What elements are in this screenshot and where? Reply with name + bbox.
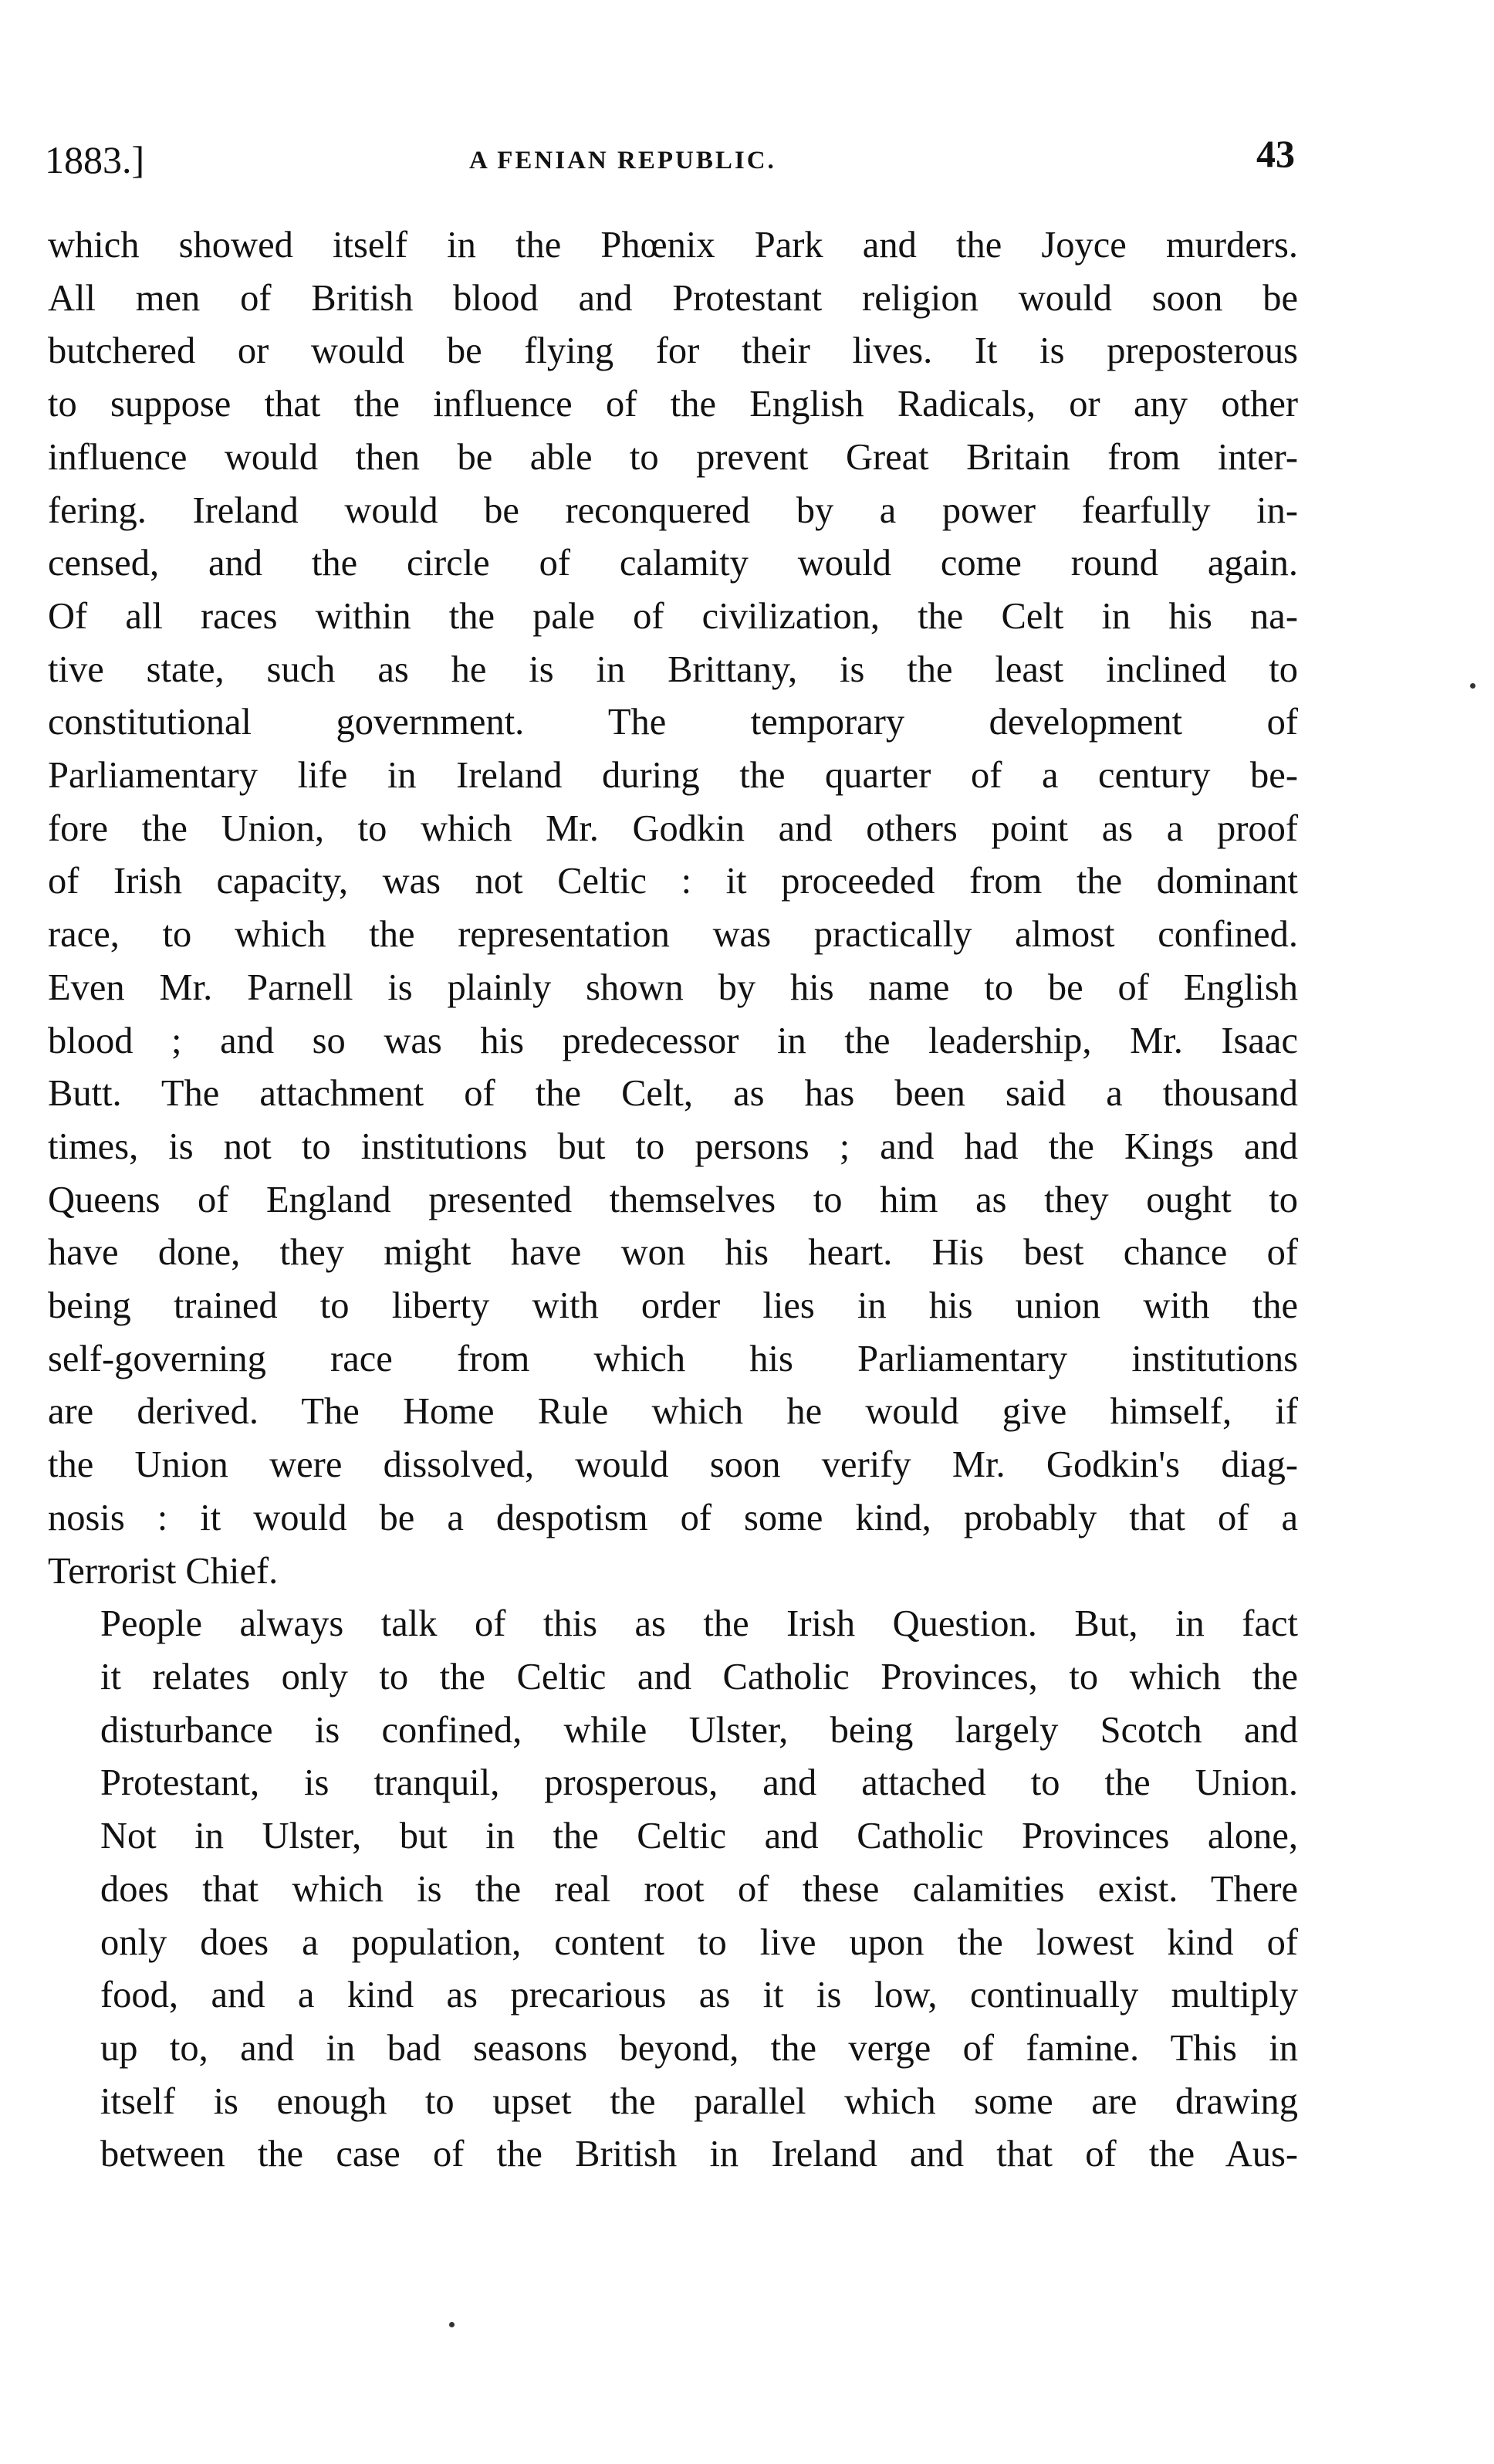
paragraph-1 (48, 219, 1298, 1598)
page-number: 43 (1256, 132, 1295, 175)
text-line: Butt. The attachment of the Celt, as has been said a thousand (48, 1073, 1298, 1115)
text-line: Protestant, is tranquil, prosperous, and attached to the Union. (100, 1762, 1298, 1804)
text-line: up to, and in bad seasons beyond, the verge of famine. This in (100, 2027, 1298, 2069)
text-line: censed, and the circle of calamity would come round again. (48, 543, 1298, 584)
print-speck (1470, 683, 1475, 689)
text-line: does that which is the real root of these calamities exist. There (100, 1868, 1298, 1910)
text-line: influence would then be able to prevent Great Britain from inter- (48, 436, 1298, 478)
running-head (45, 133, 1295, 187)
text-line: it relates only to the Celtic and Catholic Provinces, to which the (100, 1656, 1298, 1697)
text-line: times, is not to institutions but to persons ; and had the Kings and (48, 1125, 1298, 1167)
text-line: which showed itself in the Phœnix Park and the Joyce murders. (48, 225, 1298, 266)
text-line: butchered or would be flying for their lives. It is preposterous (48, 330, 1298, 372)
text-line: have done, they might have won his heart. His best chance of (48, 1232, 1298, 1274)
text-line: being trained to liberty with order lies in his union with the (48, 1285, 1298, 1327)
text-line: Even Mr. Parnell is plainly shown by his name to be of English (48, 966, 1298, 1008)
text-line: to suppose that the influence of the English Radicals, or any other (48, 384, 1298, 425)
text-line: fore the Union, to which Mr. Godkin and others point as a proof (48, 807, 1298, 849)
text-line: Not in Ulster, but in the Celtic and Catholic Provinces alone, (100, 1816, 1298, 1857)
text-line: Of all races within the pale of civilization, the Celt in his na- (48, 595, 1298, 637)
text-line: disturbance is confined, while Ulster, being largely Scotch and (100, 1709, 1298, 1751)
text-line: Queens of England presented themselves to him as they ought to (48, 1179, 1298, 1220)
text-line: tive state, such as he is in Brittany, is the least inclined to (48, 648, 1298, 690)
print-speck (449, 2322, 455, 2327)
text-line: only does a population, content to live upon the lowest kind of (100, 1921, 1298, 1963)
text-line: blood ; and so was his predecessor in the leadership, Mr. Isaac (48, 1020, 1298, 1061)
text-line: the Union were dissolved, would soon verify Mr. Godkin's diag- (48, 1444, 1298, 1486)
text-line: constitutional government. The temporary development of (48, 702, 1298, 743)
text-line: nosis : it would be a despotism of some kind, probably that of a (48, 1497, 1298, 1538)
body-text (48, 219, 1298, 2181)
text-line: Terrorist Chief. (48, 1550, 279, 1592)
running-head-title: A FENIAN REPUBLIC. (469, 147, 776, 174)
text-line: food, and a kind as precarious as it is low, continually multiply (100, 1975, 1298, 2016)
text-line: between the case of the British in Ireland and that of the Aus- (100, 2134, 1298, 2175)
text-line: are derived. The Home Rule which he would give himself, if (48, 1391, 1298, 1433)
text-line: All men of British blood and Protestant religion would soon be (48, 277, 1298, 319)
text-line: itself is enough to upset the parallel which some are drawing (100, 2080, 1298, 2122)
text-line: race, to which the representation was practically almost confined. (48, 914, 1298, 956)
text-line: self-governing race from which his Parliamentary institutions (48, 1338, 1298, 1379)
text-line: People always talk of this as the Irish Question. But, in fact (100, 1603, 1298, 1645)
text-line: Parliamentary life in Ireland during the quarter of a century be- (48, 755, 1298, 797)
text-line: fering. Ireland would be reconquered by a power fearfully in- (48, 489, 1298, 531)
running-head-year: 1883.] (45, 138, 145, 181)
paragraph-2 (48, 1598, 1298, 2181)
text-line: of Irish capacity, was not Celtic : it proceeded from the dominant (48, 861, 1298, 902)
